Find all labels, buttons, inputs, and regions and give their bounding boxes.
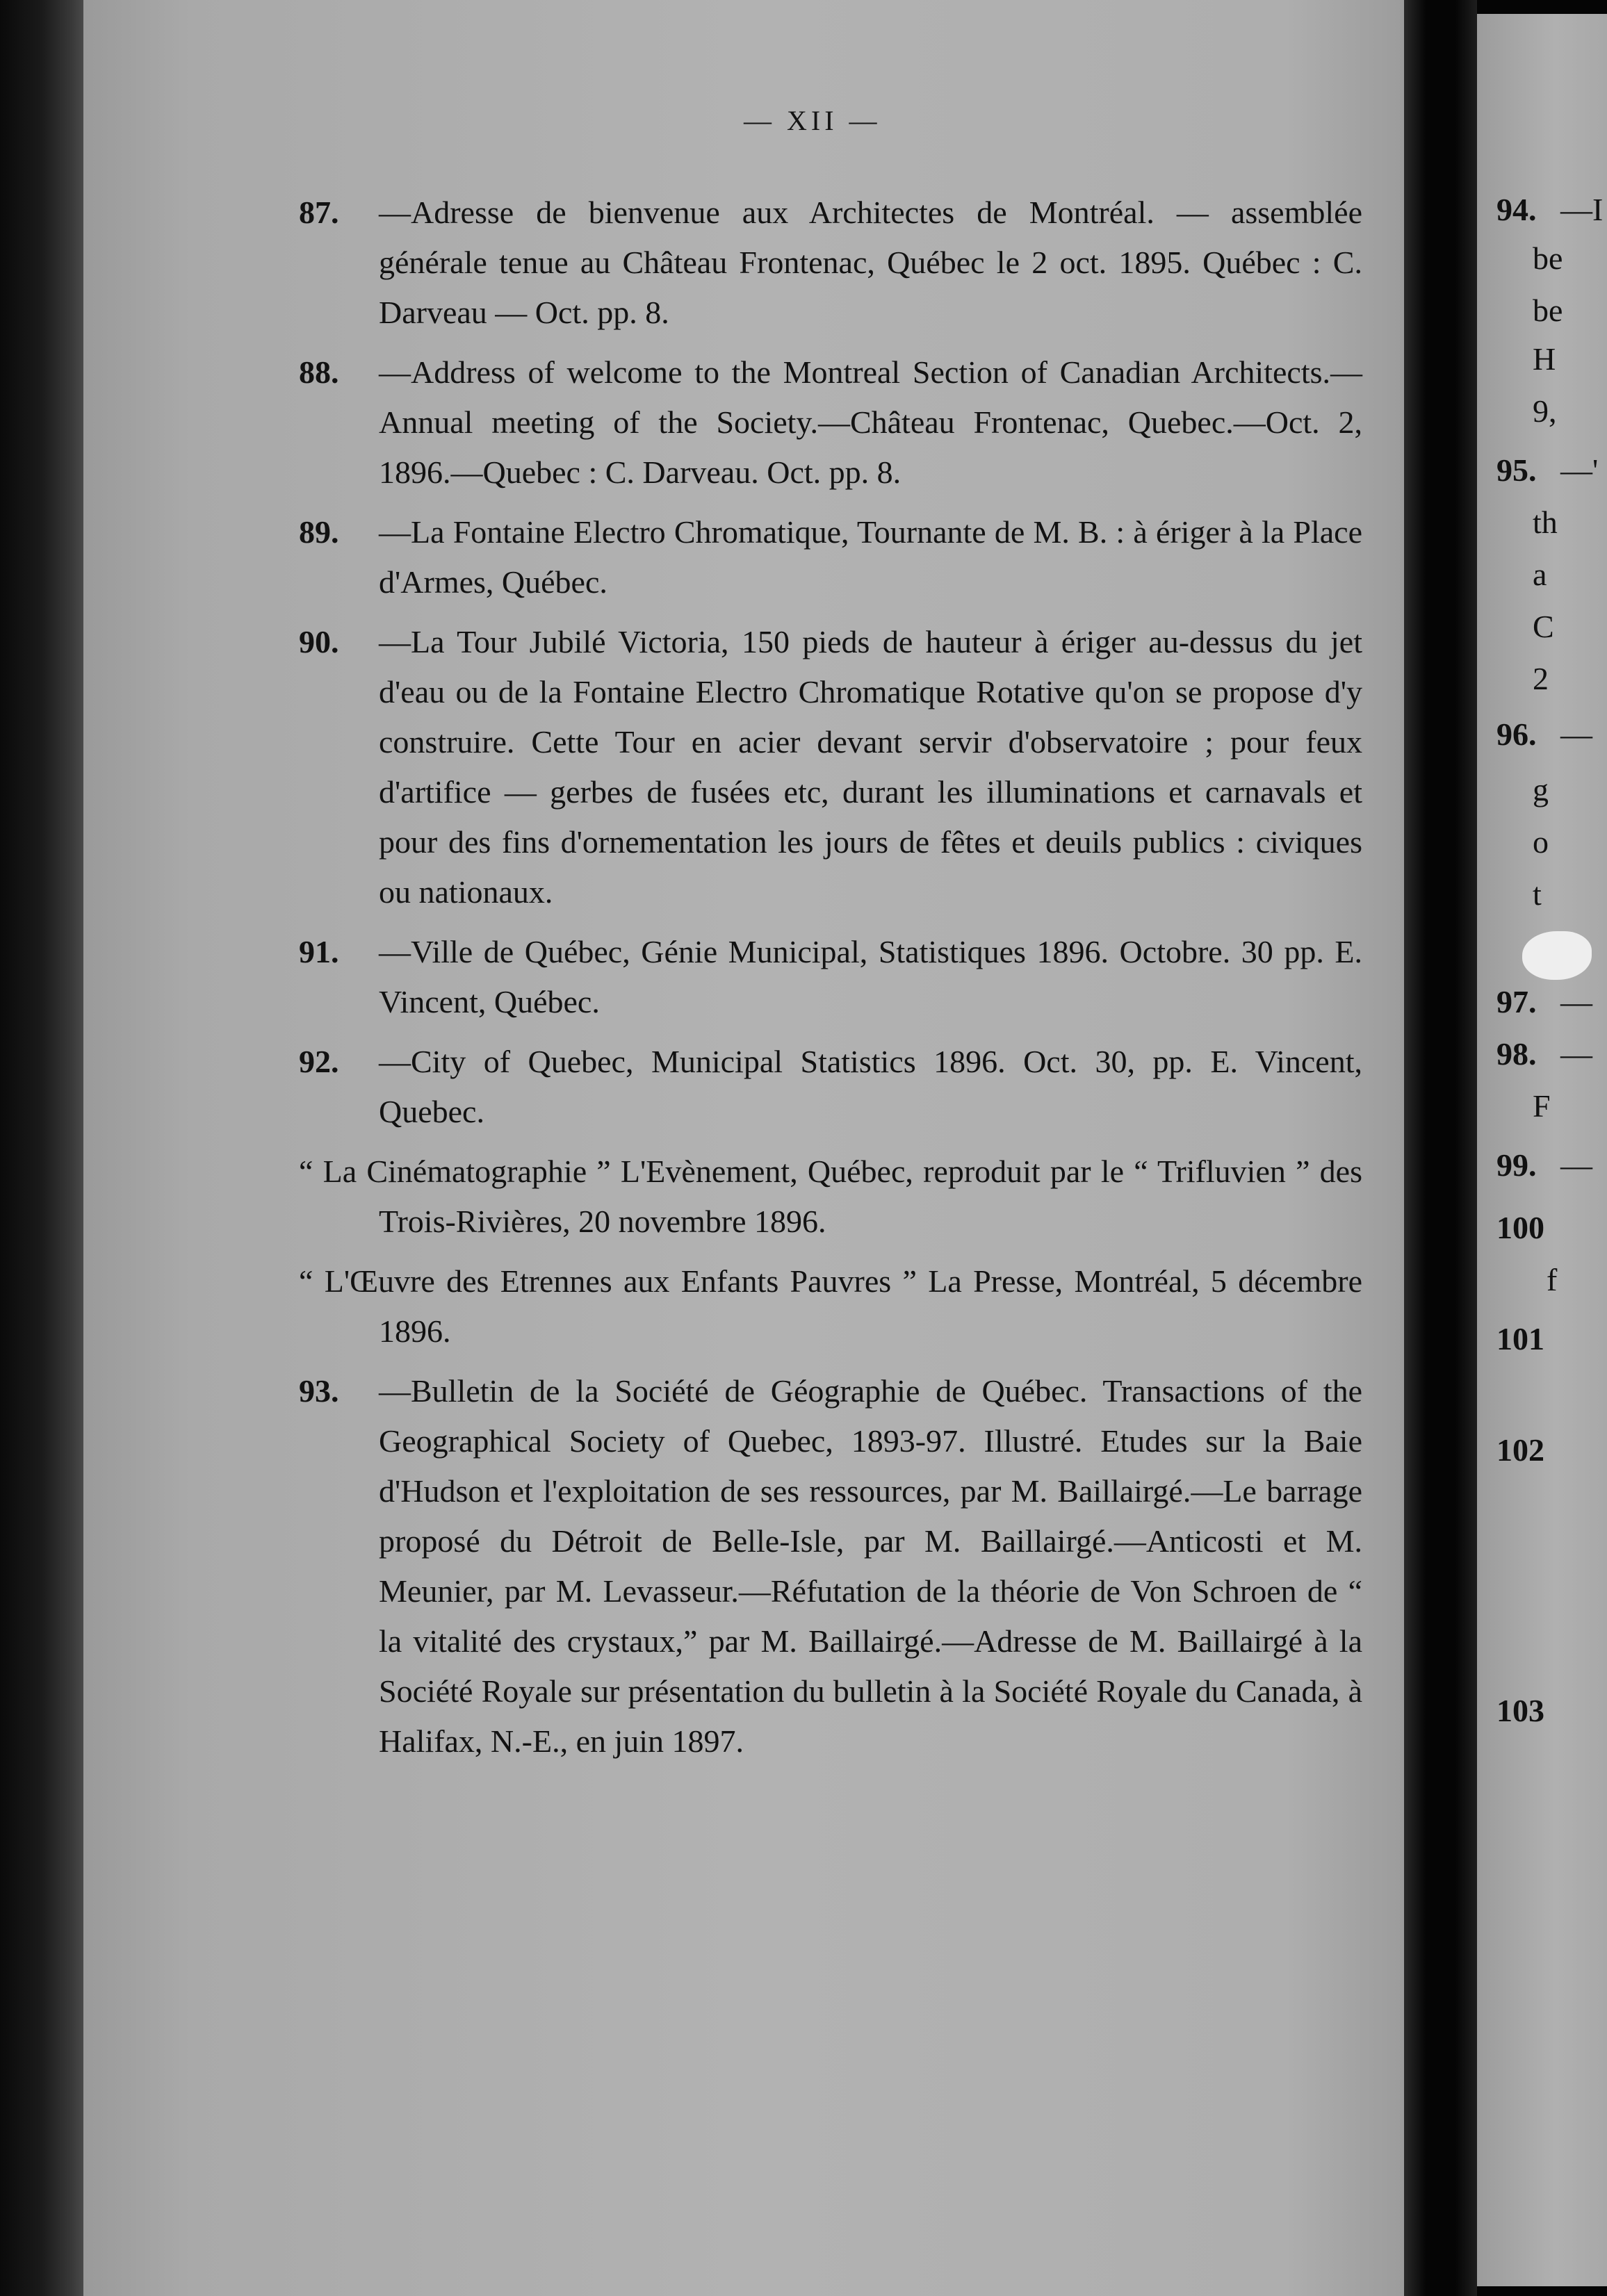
next-page-fragment: be bbox=[1533, 240, 1563, 276]
next-page-fragment: — bbox=[1560, 1147, 1592, 1183]
next-page-numbers bbox=[1484, 0, 1607, 2296]
entry-90 bbox=[299, 617, 1362, 917]
next-page-number: 101 bbox=[1496, 1321, 1544, 1356]
quote-etrennes: “ L'Œuvre des Etrennes aux Enfants Pauvres ” La Presse, Montréal, 5 décembre 1896. bbox=[299, 1263, 1362, 1349]
next-page-number: 96. bbox=[1496, 716, 1537, 752]
next-page-fragment: C bbox=[1533, 609, 1554, 644]
entry-text: —Bulletin de la Société de Géographie de Québec. Transactions of the Geographical Society of Quebec, 1893-97. Illustré. Etudes sur la Baie d'Hudson et l'exploitation de ses ressources, par M. Baillairgé.—Le barrage proposé du Détroit de Belle-Isle, par M. Baillairgé.—Anticosti et M. Meunier, par M. Levasseur.—Réfutation de la théorie de Von Schroen de “ la vitalité des crystaux,” par M. Baillairgé.—Adresse de M. Baillairgé à la Société Royale sur présentation du bulletin à la Société Royale du Canada, à Halifax, N.-E., en juin 1897. bbox=[379, 1373, 1362, 1759]
entry-text: —La Tour Jubilé Victoria, 150 pieds de hauteur à ériger au-dessus du jet d'eau ou de la Fontaine Electro Chromatique Rotative qu'on se propose d'y construire. Cette Tour en acier devant servir d'observatoire ; pour feux d'artifice — gerbes de fusées etc, durant les illuminations et carnavals et pour des fins d'ornementation les jours de fêtes et deuils publics : civiques ou nationaux. bbox=[379, 624, 1362, 910]
entry-text: —Ville de Québec, Génie Municipal, Statistiques 1896. Octobre. 30 pp. E. Vincent, Québec. bbox=[379, 934, 1362, 1019]
entry-88 bbox=[299, 347, 1362, 498]
next-page-number: 97. bbox=[1496, 984, 1537, 1019]
entry-93 bbox=[299, 1366, 1362, 1766]
next-page-fragment: be bbox=[1533, 293, 1563, 328]
next-page-fragment: th bbox=[1533, 505, 1558, 540]
entry-number: 88. bbox=[299, 354, 339, 390]
book-gutter bbox=[1404, 0, 1477, 2296]
page-content bbox=[299, 188, 1362, 1776]
entry-text: —La Fontaine Electro Chromatique, Tournante de M. B. : à ériger à la Place d'Armes, Québec. bbox=[379, 514, 1362, 600]
entry-number: 93. bbox=[299, 1373, 339, 1409]
entry-92 bbox=[299, 1037, 1362, 1137]
next-page-fragment: o bbox=[1533, 824, 1549, 860]
entry-number: 92. bbox=[299, 1044, 339, 1079]
next-page-number: 100 bbox=[1496, 1210, 1544, 1245]
next-page-number: 103 bbox=[1496, 1693, 1544, 1728]
next-page-fragment: t bbox=[1533, 876, 1542, 912]
next-page-fragment: H bbox=[1533, 341, 1556, 377]
entry-number: 87. bbox=[299, 195, 339, 230]
next-page-fragment: —' bbox=[1560, 452, 1599, 488]
next-page-fragment: F bbox=[1533, 1088, 1551, 1124]
entry-number: 90. bbox=[299, 624, 339, 659]
entry-text: —Adresse de bienvenue aux Architectes de Montréal. — assemblée générale tenue au Château Frontenac, Québec le 2 oct. 1895. Québec : C. Darveau — Oct. pp. 8. bbox=[379, 195, 1362, 330]
next-page-fragment: —I bbox=[1560, 192, 1604, 227]
entry-number: 91. bbox=[299, 934, 339, 969]
next-page-number: 98. bbox=[1496, 1036, 1537, 1072]
quote-cinematographie: “ La Cinématographie ” L'Evènement, Québec, reproduit par le “ Trifluvien ” des Trois-Rivières, 20 novembre 1896. bbox=[299, 1154, 1362, 1239]
entry-87 bbox=[299, 188, 1362, 338]
next-page-fragment: 2 bbox=[1533, 661, 1549, 696]
paper-damage-spot bbox=[1522, 931, 1592, 980]
entry-text: —City of Quebec, Municipal Statistics 1896. Oct. 30, pp. E. Vincent, Quebec. bbox=[379, 1044, 1362, 1129]
entry-89 bbox=[299, 507, 1362, 607]
next-page-fragment: a bbox=[1533, 557, 1547, 592]
next-page-number: 102 bbox=[1496, 1432, 1544, 1468]
page-number: — XII — bbox=[744, 105, 881, 136]
next-page-fragment: — bbox=[1560, 984, 1592, 1019]
next-page-number: 95. bbox=[1496, 452, 1537, 488]
next-page-fragment: — bbox=[1560, 1036, 1592, 1072]
next-page-number: 99. bbox=[1496, 1147, 1537, 1183]
entry-number: 89. bbox=[299, 514, 339, 550]
next-page-fragment: — bbox=[1560, 716, 1592, 752]
next-page-fragment: g bbox=[1533, 772, 1549, 807]
entry-91 bbox=[299, 927, 1362, 1027]
next-page-fragment: f bbox=[1547, 1262, 1558, 1297]
entry-text: —Address of welcome to the Montreal Section of Canadian Architects.—Annual meeting of the Society.—Château Frontenac, Quebec.—Oct. 2, 1896.—Quebec : C. Darveau. Oct. pp. 8. bbox=[379, 354, 1362, 490]
next-page-fragment: 9, bbox=[1533, 393, 1557, 429]
next-page-number: 94. bbox=[1496, 192, 1537, 227]
